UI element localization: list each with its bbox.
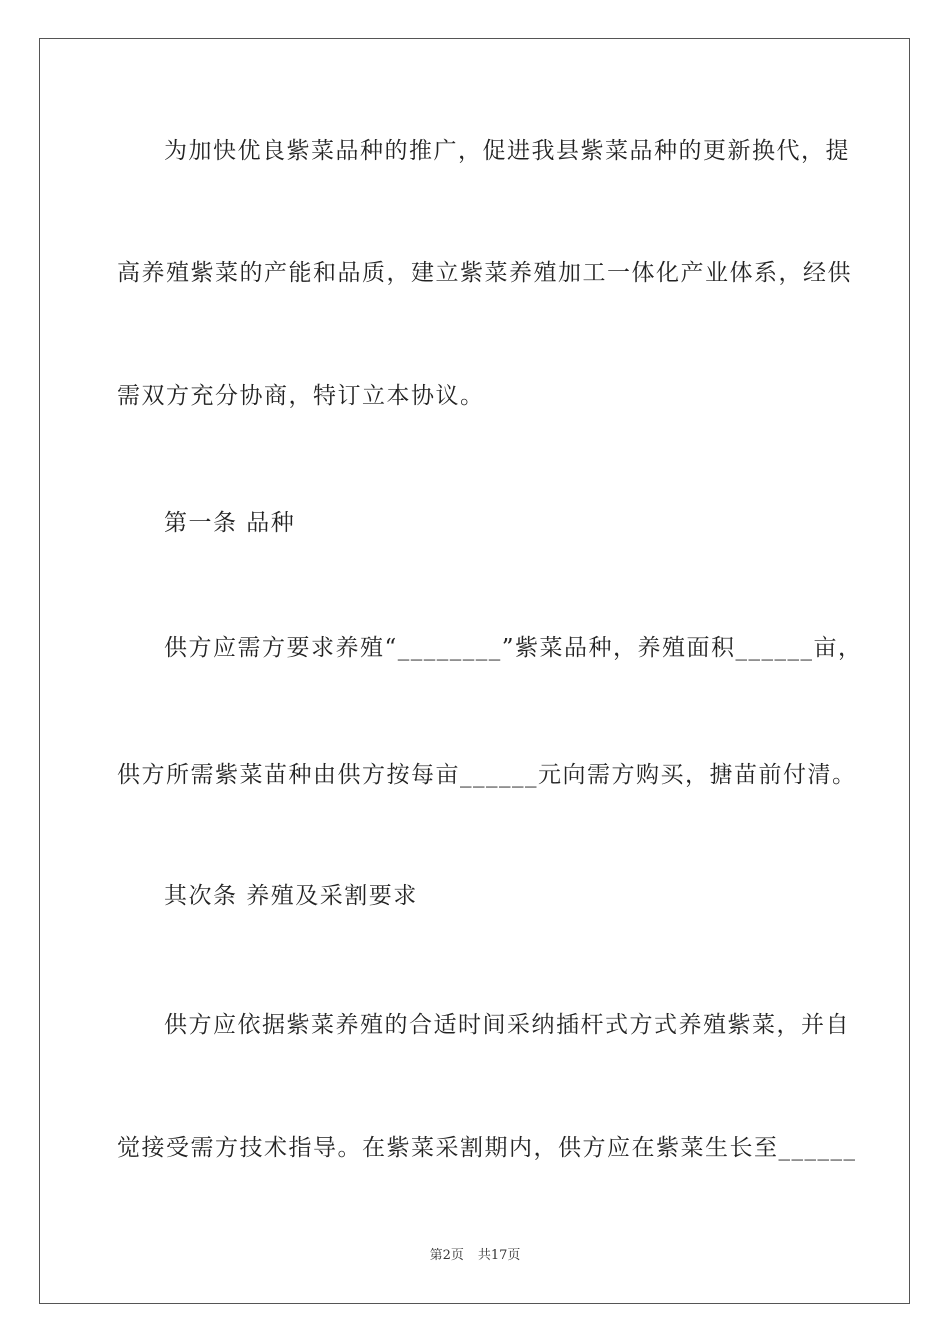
section-heading: 其次条 养殖及采割要求 — [164, 883, 418, 909]
paragraph-line: 供方应需方要求养殖“________”紫菜品种，养殖面积______亩， — [164, 635, 863, 661]
paragraph-line: 为加快优良紫菜品种的推广，促进我县紫菜品种的更新换代，提 — [164, 138, 850, 164]
paragraph-line: 高养殖紫菜的产能和品质，建立紫菜养殖加工一体化产业体系，经供 — [117, 260, 852, 286]
page-footer — [0, 1247, 950, 1265]
paragraph-line: 觉接受需方技术指导。在紫菜采割期内，供方应在紫菜生长至______ — [117, 1135, 857, 1161]
page-border — [39, 38, 910, 1304]
paragraph-line: 供方应依据紫菜养殖的合适时间采纳插杆式方式养殖紫菜，并自 — [164, 1012, 850, 1038]
page-total: 共17页 — [477, 1248, 521, 1263]
paragraph-line: 需双方充分协商，特订立本协议。 — [117, 383, 485, 409]
paragraph-line: 供方所需紫菜苗种由供方按每亩______元向需方购买，搪苗前付清。 — [117, 762, 857, 788]
page-number: 第2页 — [429, 1248, 464, 1263]
section-heading: 第一条 品种 — [164, 510, 296, 536]
